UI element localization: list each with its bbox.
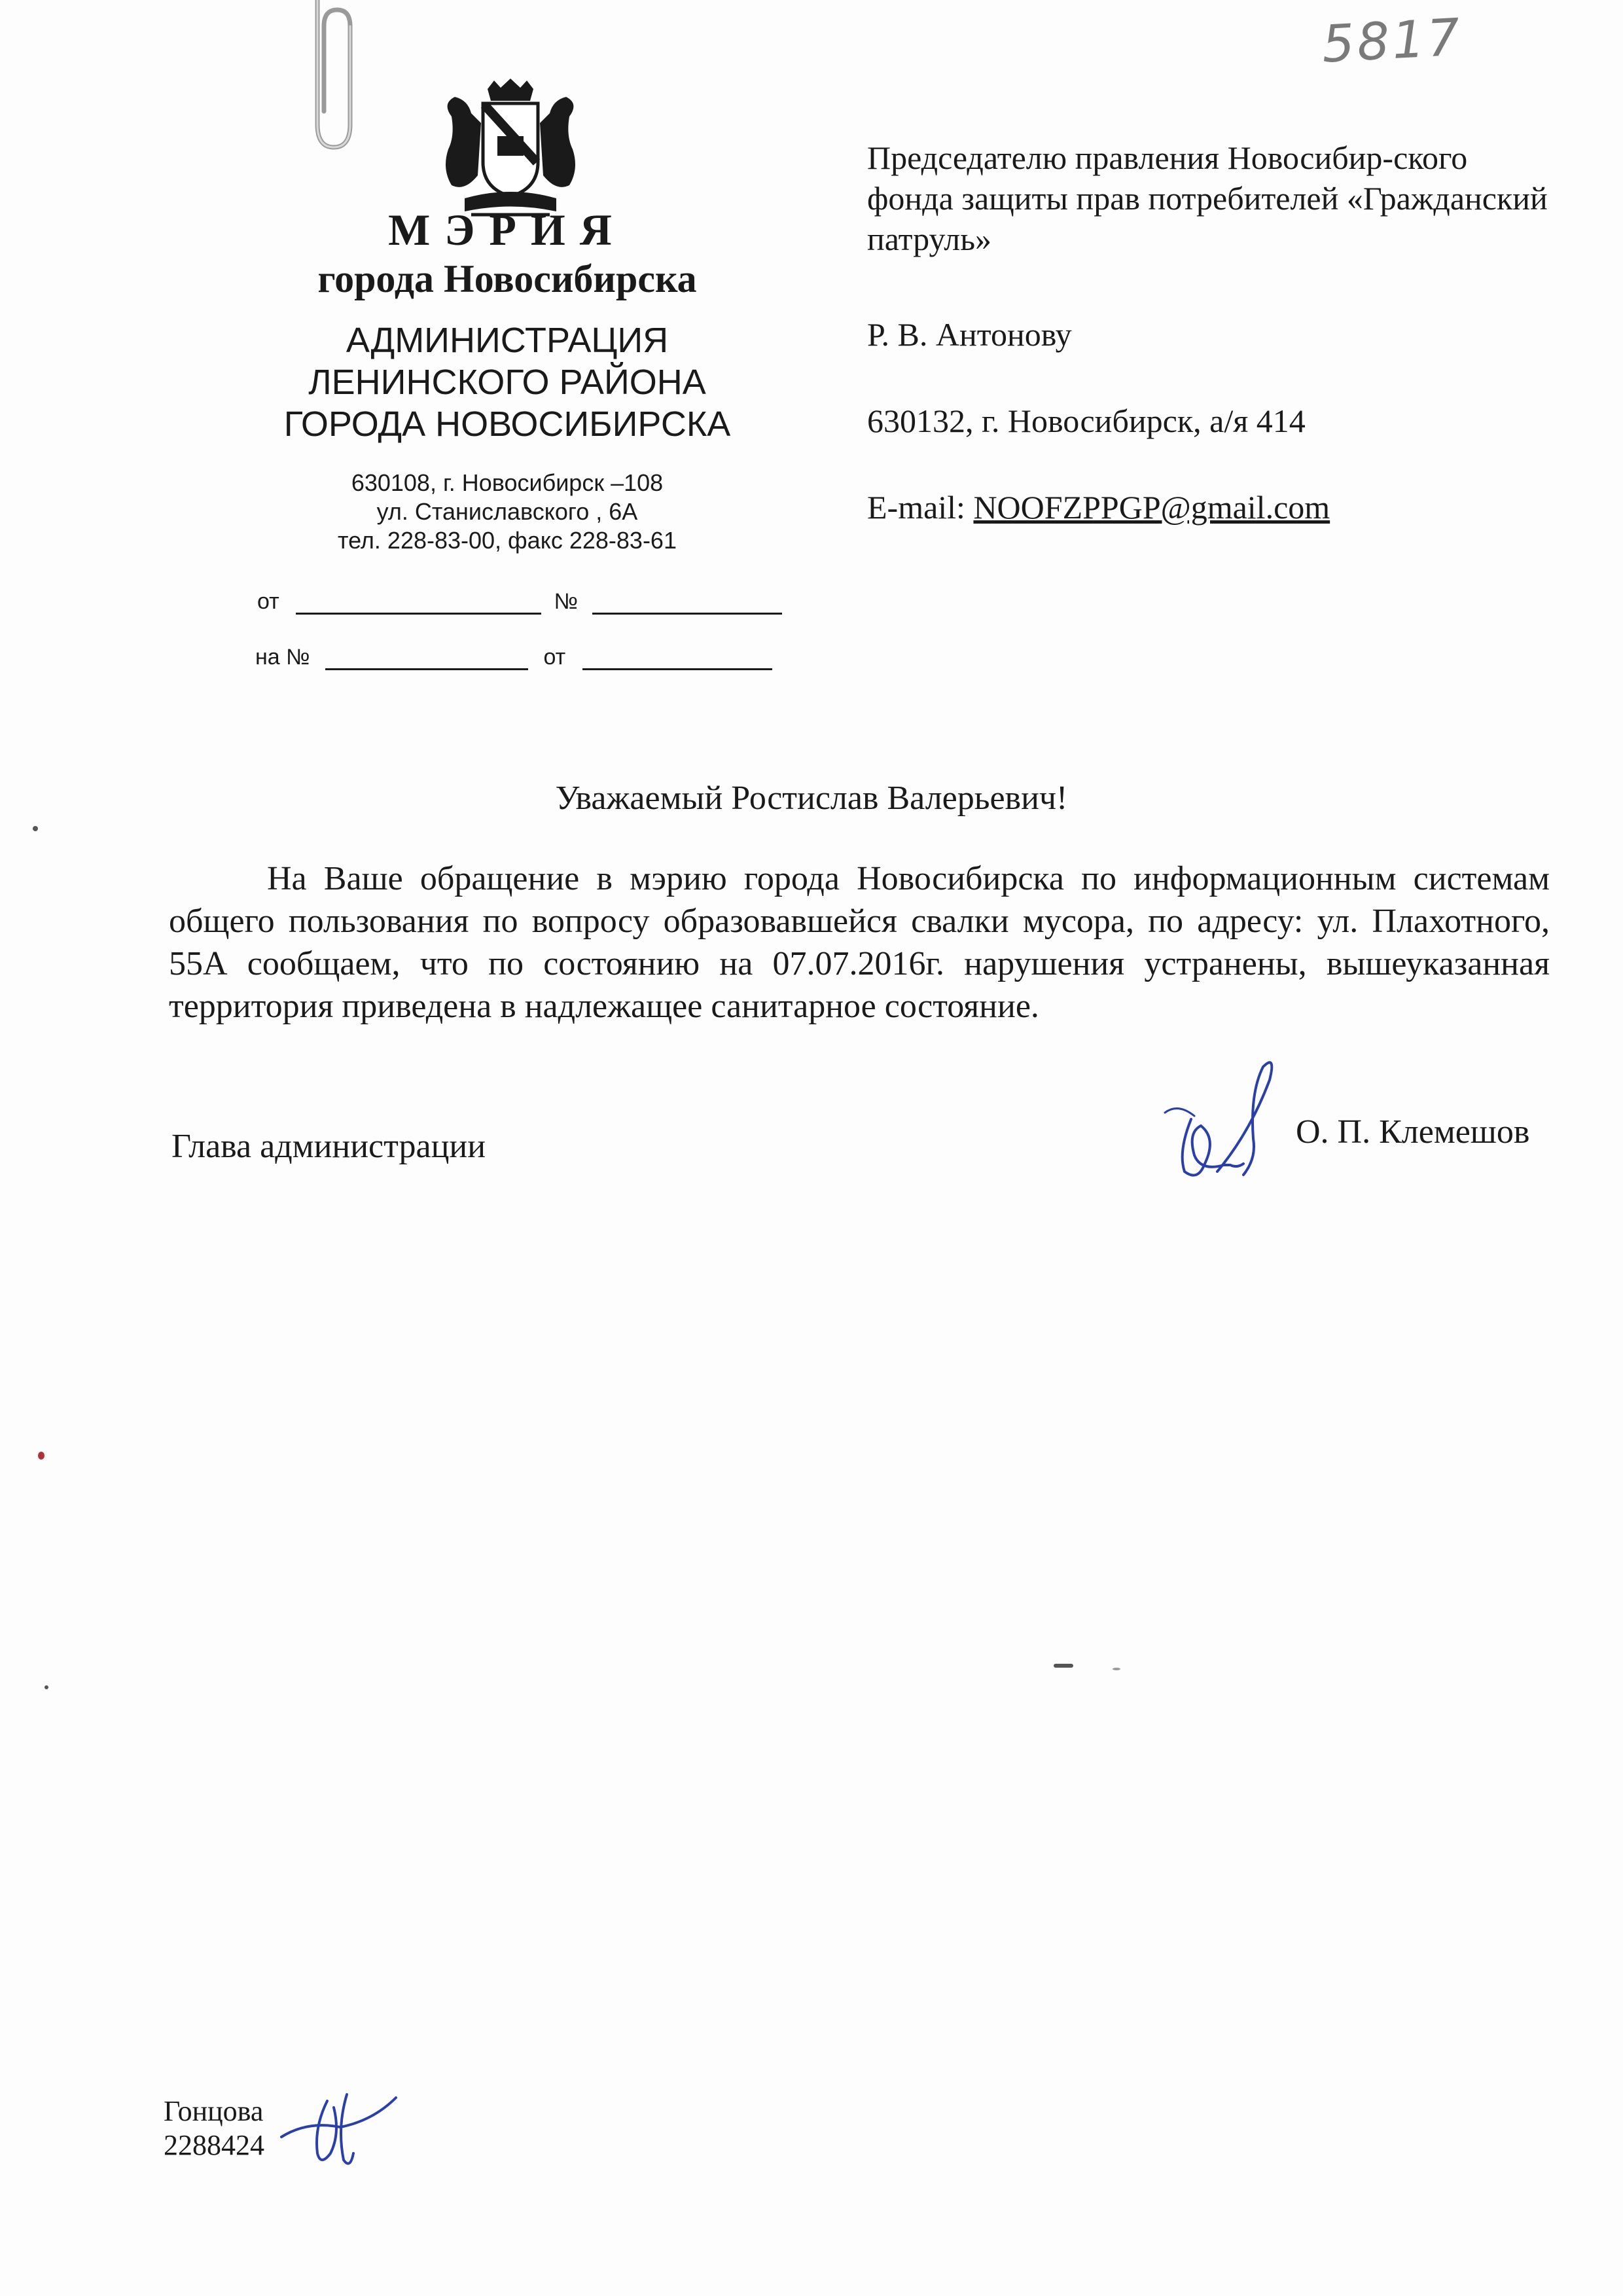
reg-ref-number-line — [325, 649, 528, 670]
paper-clip-icon — [291, 0, 370, 157]
email-label: E-mail: — [867, 489, 974, 526]
address-line: 630108, г. Новосибирск –108 — [351, 469, 664, 496]
email-link[interactable]: NOOFZPPGP@gmail.com — [973, 489, 1330, 526]
sender-address-block — [213, 469, 802, 555]
coat-of-arms-emblem — [432, 77, 589, 224]
reg-date-line — [296, 593, 541, 615]
scan-speck — [33, 826, 38, 831]
salutation: Уважаемый Ростислав Валерьевич! — [555, 780, 1068, 817]
executor-name: Гонцова — [164, 2095, 264, 2127]
org-title: МЭРИЯ — [388, 205, 626, 255]
scan-speck — [1054, 1664, 1073, 1668]
admin-name-block — [213, 319, 802, 445]
signatory-name: О. П. Клемешов — [1296, 1113, 1530, 1151]
admin-line: АДМИНИСТРАЦИЯ — [346, 321, 669, 360]
admin-line: ЛЕНИНСКОГО РАЙОНА — [308, 363, 706, 402]
scan-speck — [45, 1685, 48, 1689]
executor-initials-signature — [268, 2075, 399, 2173]
reg-ref-date-line — [582, 649, 772, 670]
letter-body: На Ваше обращение в мэрию города Новосибирска по информационным системам общего пользования по вопросу образовавшейся свалки мусора, по адресу: ул. Плахотного, 55А сообщаем, что по состоянию на 07.07.2016г. нарушения устранены, вышеуказанная территория приведена в надлежащее санитарное состояние. — [169, 860, 1550, 1025]
address-line: ул. Станиславского , 6А — [376, 498, 638, 525]
recipient-postal-address: 630132, г. Новосибирск, а/я 414 — [867, 403, 1306, 439]
registration-row-reference — [255, 645, 772, 670]
scan-speck — [38, 1452, 45, 1460]
signatory-title: Глава администрации — [171, 1128, 486, 1165]
recipient-email-row — [867, 487, 1330, 528]
registration-row-outgoing — [257, 589, 782, 615]
org-city: города Новосибирска — [317, 257, 697, 300]
reg-no-label: № — [554, 589, 579, 614]
reg-ref-no-label: на № — [255, 645, 310, 670]
admin-line: ГОРОДА НОВОСИБИРСКА — [283, 404, 731, 444]
reg-from-label: от — [257, 589, 279, 614]
executor-phone: 2288424 — [164, 2129, 264, 2161]
scan-speck — [1113, 1668, 1120, 1670]
recipient-position: Председателю правления Новосибир-ского фонда защиты прав потребителей «Гражданский патруль» — [867, 139, 1548, 257]
recipient-name: Р. В. Антонову — [867, 316, 1072, 353]
reg-ref-from-label: от — [543, 645, 566, 670]
reg-number-line — [592, 593, 782, 615]
address-line: тел. 228-83-00, факс 228-83-61 — [338, 527, 677, 554]
executor-block — [164, 2094, 264, 2162]
archive-number: 5817 — [1320, 8, 1464, 75]
handwritten-signature — [1139, 1041, 1309, 1191]
